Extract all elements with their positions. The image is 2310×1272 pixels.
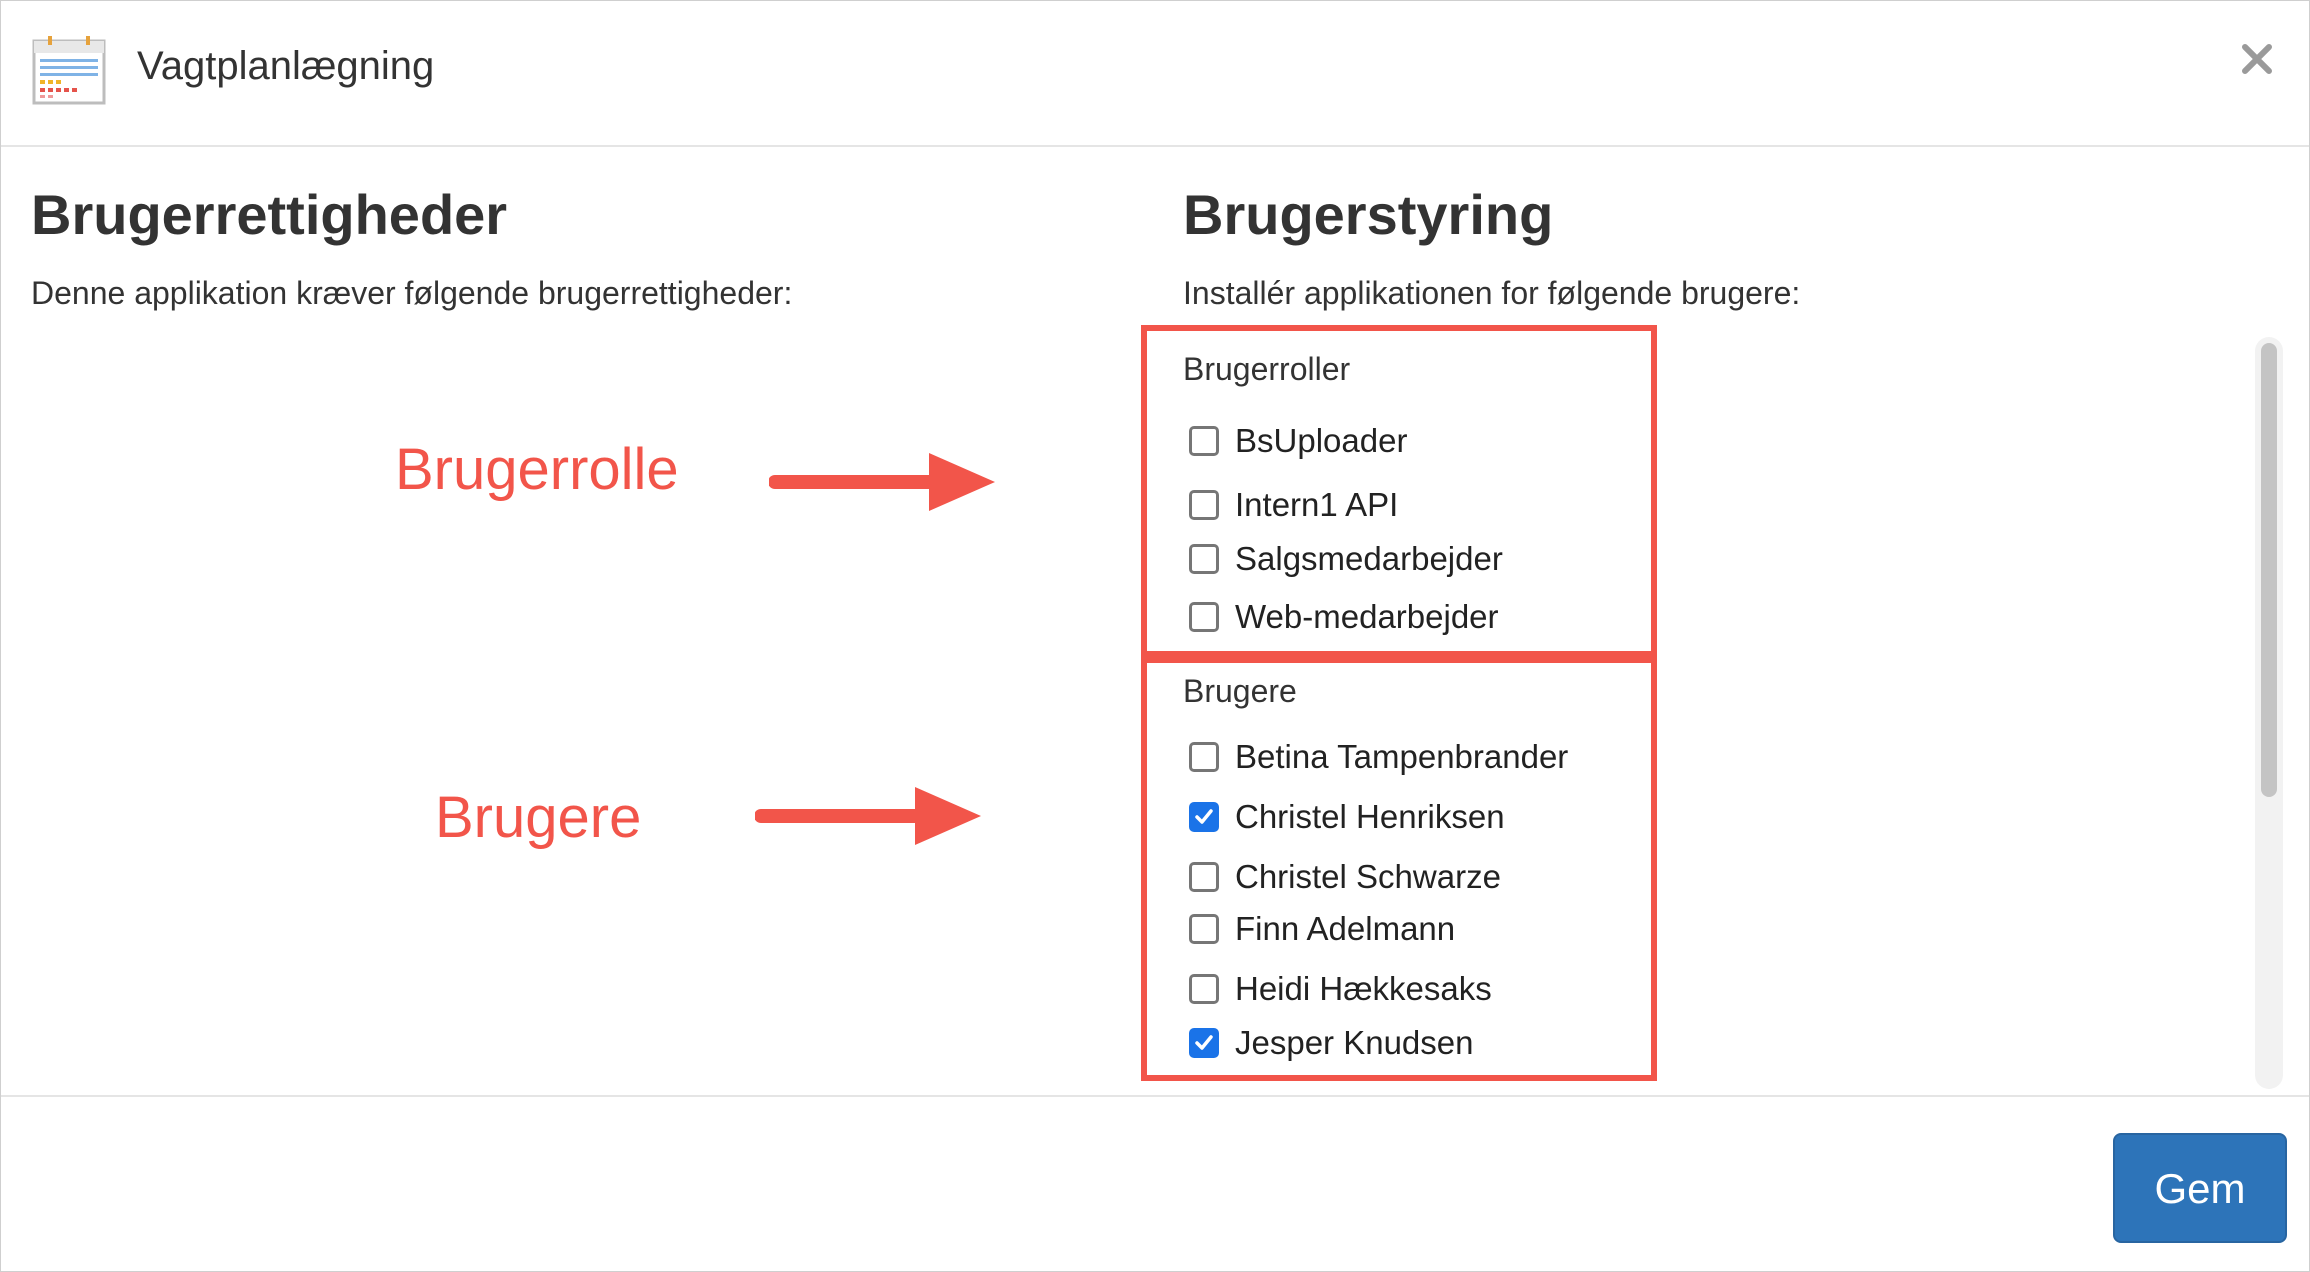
checkbox-unchecked[interactable]: [1189, 914, 1219, 944]
checkbox-checked[interactable]: [1189, 802, 1219, 832]
role-checkbox-label: Intern1 API: [1235, 486, 1399, 523]
checkbox-checked[interactable]: [1189, 1028, 1219, 1058]
annotation-roles-label: Brugerrolle: [395, 437, 679, 502]
scrollbar[interactable]: [2255, 337, 2283, 1089]
checkbox-unchecked[interactable]: [1189, 974, 1219, 1004]
checkbox-unchecked[interactable]: [1189, 742, 1219, 772]
user-checkbox-row[interactable]: [1189, 969, 1492, 1009]
role-checkbox-label: BsUploader: [1235, 422, 1408, 459]
user-checkbox-label: Jesper Knudsen: [1235, 1024, 1474, 1061]
checkbox-unchecked[interactable]: [1189, 602, 1219, 632]
roles-group-title: Brugerroller: [1183, 351, 1351, 387]
role-checkbox-row[interactable]: [1189, 597, 1499, 637]
role-checkbox-label: Salgsmedarbejder: [1235, 540, 1503, 577]
annotation-users-arrow-icon: [755, 781, 985, 851]
checkbox-unchecked[interactable]: [1189, 862, 1219, 892]
user-management-heading: Brugerstyring: [1183, 183, 1554, 246]
checkbox-unchecked[interactable]: [1189, 426, 1219, 456]
dialog-header: [1, 1, 2309, 147]
permissions-description: Denne applikation kræver følgende brugerrettigheder:: [31, 275, 793, 311]
user-checkbox-row[interactable]: [1189, 797, 1505, 837]
dialog-footer: [1, 1095, 2309, 1271]
user-checkbox-row[interactable]: [1189, 1023, 1474, 1063]
user-checkbox-label: Betina Tampenbrander: [1235, 738, 1569, 775]
checkmark-icon: [1194, 1033, 1214, 1053]
user-checkbox-label: Heidi Hækkesaks: [1235, 970, 1492, 1007]
user-checkbox-label: Finn Adelmann: [1235, 910, 1456, 947]
checkbox-unchecked[interactable]: [1189, 490, 1219, 520]
user-checkbox-row[interactable]: [1189, 737, 1568, 777]
role-checkbox-label: Web-medarbejder: [1235, 598, 1499, 635]
dialog-title: Vagtplanlægning: [137, 44, 435, 88]
close-icon[interactable]: [2235, 37, 2279, 81]
checkmark-icon: [1194, 807, 1214, 827]
user-checkbox-row[interactable]: [1189, 857, 1501, 897]
roles-group: [1141, 325, 1657, 657]
user-list-scroll-area[interactable]: [1141, 321, 2291, 1091]
role-checkbox-row[interactable]: [1189, 485, 1398, 525]
checkbox-unchecked[interactable]: [1189, 544, 1219, 574]
permissions-heading: Brugerrettigheder: [31, 183, 508, 246]
role-checkbox-row[interactable]: [1189, 421, 1407, 461]
user-checkbox-label: Christel Henriksen: [1235, 798, 1505, 835]
users-group-title: Brugere: [1183, 673, 1297, 709]
save-button[interactable]: Gem: [2113, 1133, 2287, 1243]
role-checkbox-row[interactable]: [1189, 539, 1503, 579]
scrollbar-thumb[interactable]: [2261, 343, 2277, 797]
calendar-icon: [32, 35, 106, 105]
user-checkbox-label: Christel Schwarze: [1235, 858, 1501, 895]
annotation-users-label: Brugere: [435, 785, 642, 850]
user-checkbox-row[interactable]: [1189, 909, 1455, 949]
annotation-roles-arrow-icon: [769, 447, 999, 517]
users-group: [1141, 657, 1657, 1081]
user-management-description: Installér applikationen for følgende brugere:: [1183, 275, 1801, 311]
